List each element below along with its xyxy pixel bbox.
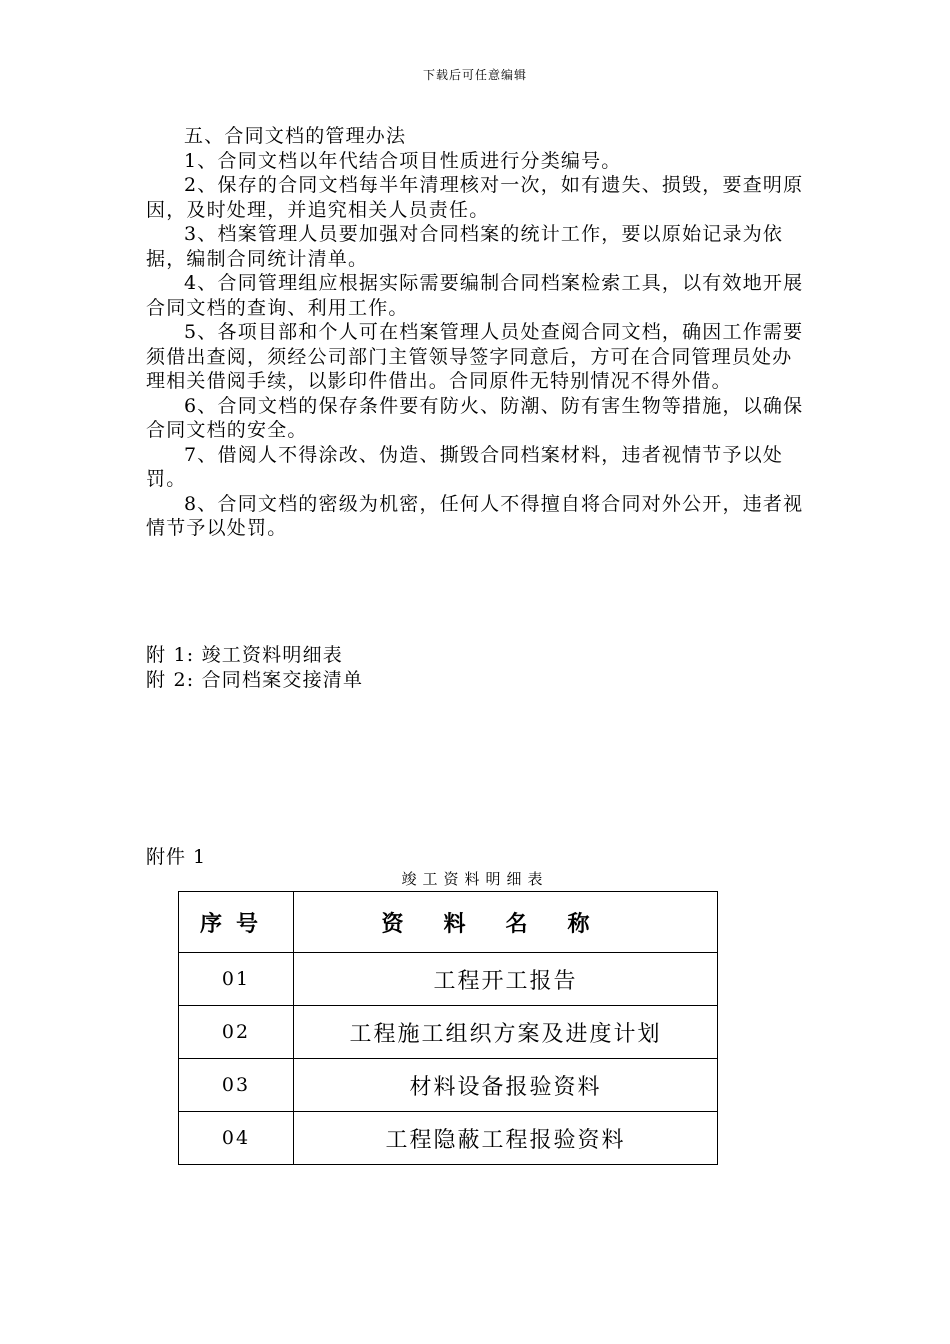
table-title: 竣工资料明细表 [401, 870, 549, 888]
section-heading: 五、合同文档的管理办法 [184, 125, 407, 147]
page-header-note: 下载后可任意编辑 [422, 68, 527, 82]
attachment-item-2: 附 2: 合同档案交接清单 [146, 669, 364, 691]
row-no: 02 [179, 1006, 294, 1059]
paragraph-2: 2、保存的合同文档每半年清理核对一次，如有遗失、损毁，要查明原因，及时处理，并追究相关人员责任。 [146, 174, 804, 221]
attachments-list [146, 643, 363, 693]
row-name: 材料设备报验资料 [294, 1059, 718, 1112]
paragraph-4: 4、合同管理组应根据实际需要编制合同档案检索工具，以有效地开展合同文档的查询、利用工作。 [146, 272, 804, 319]
table-header-row [179, 892, 718, 953]
row-no: 01 [179, 953, 294, 1006]
paragraph-6: 6、合同文档的保存条件要有防火、防潮、防有害生物等措施，以确保合同文档的安全。 [146, 394, 804, 441]
header-cell-name: 资料名称 [294, 892, 718, 953]
row-name: 工程开工报告 [294, 953, 718, 1006]
management-section [146, 124, 806, 541]
completion-documents-table [178, 891, 718, 1165]
attachment-item-1: 附 1: 竣工资料明细表 [146, 644, 343, 666]
row-no: 03 [179, 1059, 294, 1112]
row-no: 04 [179, 1112, 294, 1165]
annex-label: 附件 1 [146, 846, 207, 868]
table-row [179, 953, 718, 1006]
table-row [179, 1112, 718, 1165]
table-row [179, 1006, 718, 1059]
paragraph-5: 5、各项目部和个人可在档案管理人员处查阅合同文档，确因工作需要须借出查阅，须经公司部门主管领导签字同意后，方可在合同管理员处办理相关借阅手续，以影印件借出。合同原件无特别情况不得外借。 [146, 321, 804, 392]
paragraph-1: 1、合同文档以年代结合项目性质进行分类编号。 [184, 149, 622, 172]
paragraph-8: 8、合同文档的密级为机密，任何人不得擅自将合同对外公开，违者视情节予以处罚。 [146, 492, 804, 539]
paragraph-3: 3、档案管理人员要加强对合同档案的统计工作，要以原始记录为依据，编制合同统计清单。 [146, 223, 784, 270]
row-name: 工程隐蔽工程报验资料 [294, 1112, 718, 1165]
table-row [179, 1059, 718, 1112]
row-name: 工程施工组织方案及进度计划 [294, 1006, 718, 1059]
paragraph-7: 7、借阅人不得涂改、伪造、撕毁合同档案材料，违者视情节予以处罚。 [146, 443, 784, 490]
header-cell-no: 序号 [179, 892, 294, 953]
